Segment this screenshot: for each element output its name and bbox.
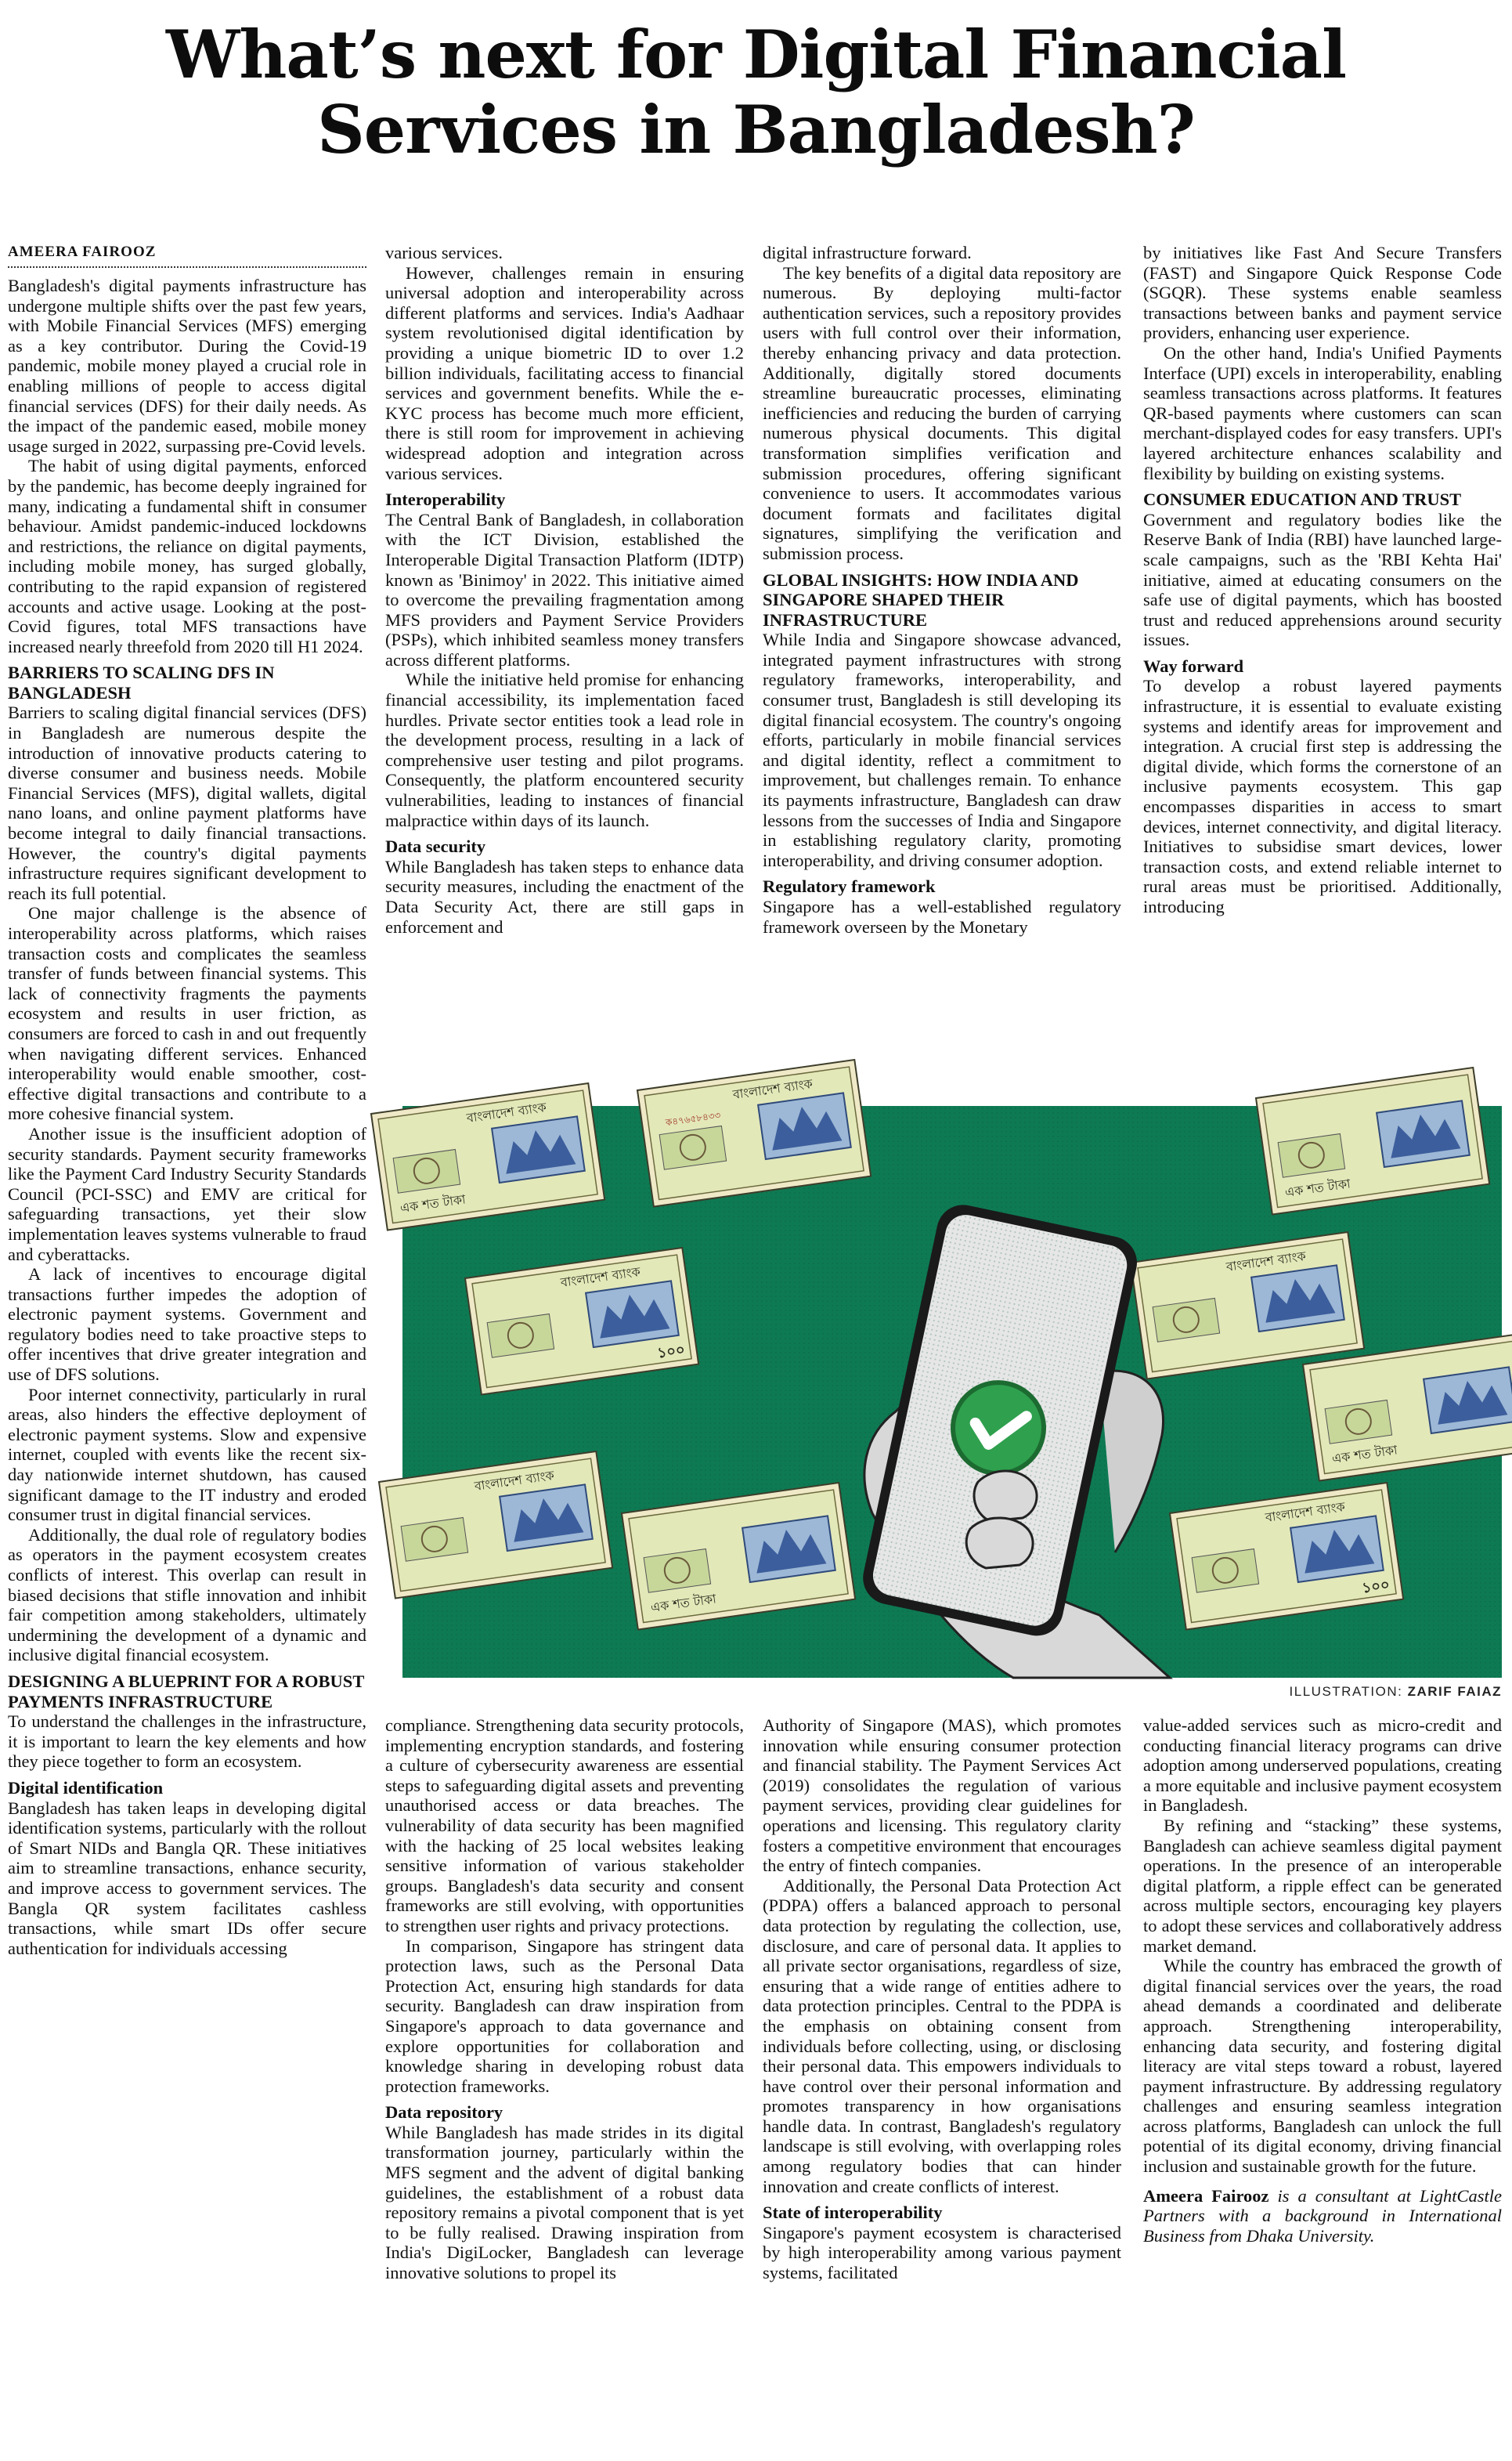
paragraph: A lack of incentives to encourage digital transactions further impedes the adoption of electronic payment systems. Government and regulatory bodies need to take proactive steps to offer incentives that drive greater integration and use of DFS solutions. [8, 1264, 366, 1385]
section-heading: Data repository [385, 2102, 503, 2123]
paragraph: digital infrastructure forward. [763, 243, 972, 262]
column-3-top [763, 243, 1121, 1098]
column-2-top [385, 243, 744, 1098]
paragraph: While the country has embraced the growth of digital financial services over the years, the road ahead demands a coordinated and deliberate approach. Strengthening interoperability, enhancing data security, and fostering digital literacy are vital steps toward a robust, layered payment infrastructure. By addressing regulatory challenges and ensuring seamless integration across platforms, Bangladesh can unlock the full potential of its digital economy, driving financial inclusion and sustainable growth for the future. [1143, 1956, 1502, 2177]
paragraph: The Central Bank of Bangladesh, in collaboration with the ICT Division, established the Interoperable Digital Transaction Platform (IDTP) known as 'Binimoy' in 2022. This initiative aimed to overcome the prevailing fragmentation among MFS providers and Payment Service Providers (PSPs), which inhibited seamless money transfers across different platforms. [385, 509, 744, 670]
paragraph: While the initiative held promise for enhancing financial accessibility, its implementation faced hurdles. Private sector entities took a lead role in the development process, resulting in a lack of comprehensive user testing and pilot programs. Consequently, the platform encountered security vulnerabilities, leading to instances of financial malpractice within days of its launch. [385, 670, 744, 830]
banknote-bank-name: বাংলাদেশ ব্যাংক [473, 1467, 555, 1494]
column-2-bottom [385, 1715, 744, 2453]
banknote-serial: ক৪৭৬৫৮৪৩৩ [665, 1109, 722, 1129]
paragraph: compliance. Strengthening data security protocols, implementing encryption standards, and fostering a culture of cybersecurity awareness are essential steps to safeguarding digital assets and preventing unauthorised access or data breaches. The vulnerability of data security has been magnified with the hacking of 25 local websites leaking sensitive information of various stakeholder groups. Bangladesh's data security and consent frameworks are still evolving, with opportunities to strengthen user rights and privacy protections. [385, 1715, 744, 1935]
paragraph: While Bangladesh has made strides in its digital transformation journey, particularly within the MFS segment and the advent of digital banking guidelines, the establishment of a robust data repository remains a pivotal component that is yet to be fully realised. Drawing inspiration from India's DigiLocker, Bangladesh can leverage innovative solutions to propel its [385, 2122, 744, 2283]
paragraph: Poor internet connectivity, particularly in rural areas, also hinders the effective deployment of electronic payment systems. Slow and expensive internet, coupled with events like the recent six-day nationwide internet shutdown, has caused significant damage to the IT industry and eroded consumer trust in digital financial services. [8, 1384, 366, 1525]
section-heading: State of interoperability [763, 2203, 943, 2223]
banknote-denomination: ১০০ [656, 1341, 686, 1362]
section-heading: Digital identification [8, 1777, 164, 1798]
paragraph: by initiatives like Fast And Secure Transfers (FAST) and Singapore Quick Response Code (SGQR). These systems enable seamless transactions between banks and payment service providers, enhancing user experience. [1143, 243, 1502, 343]
illustration-credit [1175, 1684, 1502, 1700]
paragraph: However, challenges remain in ensuring universal adoption and interoperability across different platforms and services. India's Aadhaar system revolutionised digital identification by providing a unique biometric ID to over 1.2 billion individuals, facilitating access to financial services and government benefits. While the e-KYC process has become much more efficient, there is still room for improvement in achieving widespread adoption and integration across various services. [385, 262, 744, 483]
paragraph: Another issue is the insufficient adoption of security standards. Payment security frameworks like the Payment Card Industry Security Standards Council (PCI-SSC) and EMV are critical for safeguarding transactions, yet their slow implementation leaves systems vulnerable to fraud and cyberattacks. [8, 1123, 366, 1264]
section-heading: Way forward [1143, 656, 1244, 676]
paragraph: To understand the challenges in the infrastructure, it is important to learn the key elements and how they piece together to form an ecosystem. [8, 1711, 366, 1772]
banknote-bank-name: বাংলাদেশ ব্যাংক [559, 1263, 641, 1290]
banknote-phone-illustration [399, 1075, 1502, 1678]
paragraph: value-added services such as micro-credit and conducting financial literacy programs can drive adoption among underserved populations, creating a more equitable and inclusive payment ecosystem in Bangladesh. [1143, 1715, 1502, 1816]
section-heading: DESIGNING A BLUEPRINT FOR A ROBUST PAYMENTS INFRASTRUCTURE [8, 1671, 364, 1711]
author-bio-text: is a consultant at LightCastle Partners with a background in International Business from Dhaka University. [1143, 2185, 1502, 2246]
paragraph: The key benefits of a digital data repository are numerous. By deploying multi-factor authentication services, such a repository provides users with full control over their information, thereby enhancing privacy and data protection. Additionally, digitally stored documents streamline bureaucratic processes, eliminating inefficiencies and reducing the burden of carrying numerous physical documents. This digital transformation simplifies verification and submission procedures, offering significant convenience to users. It accommodates various document formats and facilitates digital signatures, simplifying the verification and submission process. [763, 262, 1121, 563]
column-3-bottom [763, 1715, 1121, 2453]
banknote-bank-name: বাংলাদেশ ব্যাংক [1264, 1498, 1346, 1525]
banknote-amount: এক শত টাকা [399, 1191, 467, 1216]
paragraph: One major challenge is the absence of interoperability across platforms, which raises transaction costs and complicates the seamless transfer of funds between financial systems. This lack of connectivity fragments the payments ecosystem and results in user friction, as consumers are forced to cash in and out frequently when navigating different services. Enhanced interoperability would enable smoother, cost-effective digital transactions and contribute to a more cohesive financial system. [8, 903, 366, 1124]
banknote-bank-name: বাংলাদেশ ব্যাংক [1225, 1248, 1307, 1274]
column-1 [8, 243, 366, 2453]
banknote-bank-name: বাংলাদেশ ব্যাংক [465, 1099, 547, 1126]
section-heading: BARRIERS TO SCALING DFS IN BANGLADESH [8, 663, 275, 703]
credit-name: ZARIF FAIAZ [1407, 1684, 1502, 1699]
section-heading: CONSUMER EDUCATION AND TRUST [1143, 490, 1462, 510]
paragraph: To develop a robust layered payments infrastructure, it is essential to evaluate existing systems and identify areas for improvement and integration. A crucial first step is addressing the digital divide, which forms the cornerstone of an inclusive payments ecosystem. This gap encompasses disparities in access to smart devices, internet connectivity, and digital literacy. Initiatives to subsidise smart devices, lower transaction costs, and extend reliable internet to rural areas must be prioritised. Additionally, introducing [1143, 676, 1502, 916]
section-heading: Data security [385, 837, 486, 857]
column-4-top [1143, 243, 1502, 1098]
paragraph: Authority of Singapore (MAS), which promotes innovation while ensuring consumer protection and financial stability. The Payment Services Act (2019) consolidates the regulation of various payment services, providing clear guidelines for operations and licensing. This regulatory clarity fosters a competitive environment that encourages the entry of fintech companies. [763, 1715, 1121, 1876]
paragraph: Government and regulatory bodies like the Reserve Bank of India (RBI) have launched large-scale campaigns, such as the 'RBI Kehta Hai' initiative, aimed at educating consumers on the safe use of digital payments, which has boosted trust and reduced apprehensions around security issues. [1143, 509, 1502, 650]
paragraph: Additionally, the dual role of regulatory bodies as operators in the payment ecosystem creates conflicts of interest. This overlap can result in biased decisions that stifle innovation and inhibit fair competition among stakeholders, ultimately undermining the development of a dynamic and inclusive digital financial ecosystem. [8, 1524, 366, 1665]
column-4-bottom [1143, 1715, 1502, 2453]
paragraph: Additionally, the Personal Data Protection Act (PDPA) offers a balanced approach to personal data protection by regulating the collection, use, disclosure, and care of personal data. It applies to all private sector organisations, regardless of size, ensuring that a wide range of entities adhere to data protection principles. Central to the PDPA is the emphasis on obtaining consent from individuals before collecting, using, or disclosing their personal data. This empowers individuals to have control over their personal information and promotes transparency in how organisations handle data. In contrast, Bangladesh's regulatory landscape is still evolving, with overlapping roles among regulatory bodies that can hinder innovation and create conflicts of interest. [763, 1875, 1121, 2196]
paragraph: Bangladesh has taken leaps in developing digital identification systems, particularly with the rollout of Smart NIDs and Bangla QR. These initiatives aim to streamline transactions, enhance security, and improve access to government services. The Bangla QR system facilitates cashless transactions, while smart IDs offer secure authentication for individuals accessing [8, 1798, 366, 1958]
paragraph: On the other hand, India's Unified Payments Interface (UPI) excels in interoperability, enabling seamless transactions across platforms. It features QR-based payments where customers can scan merchant-displayed codes for easy transfers. UPI's layered architecture enhances scalability and flexibility by building on existing systems. [1143, 342, 1502, 483]
section-heading: Interoperability [385, 490, 506, 510]
banknote-amount: এক শত টাকা [649, 1591, 717, 1615]
banknote-denomination: ১০০ [1361, 1576, 1391, 1597]
illustration [399, 1075, 1502, 1678]
paragraph: Singapore's payment ecosystem is characterised by high interoperability among various payment systems, facilitated [763, 2222, 1121, 2283]
author-bio-name: Ameera Fairooz [1143, 2185, 1269, 2206]
paragraph: The habit of using digital payments, enforced by the pandemic, has become deeply ingrained for many, indicating a fundamental shift in consumer behaviour. Amidst pandemic-induced lockdowns and restrictions, the reliance on digital payments, including mobile money, has surged globally, contributing to the rapid expansion of registered accounts and active usage. Looking at the post-Covid figures, total MFS transactions have increased nearly threefold from 2020 till H1 2024. [8, 456, 366, 656]
paragraph: By refining and “stacking” these systems, Bangladesh can achieve seamless digital payment operations. In the presence of an interoperable digital platform, a ripple effect can be generated across multiple sectors, encouraging key players to adopt these services and collaboratively address market demand. [1143, 1815, 1502, 1956]
banknote-bank-name: বাংলাদেশ ব্যাংক [731, 1075, 814, 1102]
paragraph: In comparison, Singapore has stringent data protection laws, such as the Personal Data Protection Act, ensuring high standards for data security. Bangladesh can draw inspiration from Singapore's approach to data governance and explore opportunities for collaboration and knowledge sharing in developing robust data protection frameworks. [385, 1935, 744, 2096]
byline: AMEERA FAIROOZ [8, 243, 366, 268]
paragraph: Barriers to scaling digital financial services (DFS) in Bangladesh are numerous despite the introduction of innovative products catering to diverse consumer and business needs. Mobile Financial Services (MFS), digital wallets, digital nano loans, and online payment platforms have become integral to daily financial transactions. However, the country's digital payments infrastructure requires significant development to reach its full potential. [8, 703, 366, 903]
credit-label: ILLUSTRATION: [1289, 1684, 1403, 1699]
banknote-amount: এক শত টাকা [1330, 1442, 1398, 1466]
paragraph: While Bangladesh has taken steps to enhance data security measures, including the enactment of the Data Security Act, there are still gaps in enforcement and [385, 856, 744, 937]
paragraph: While India and Singapore showcase advanced, integrated payment infrastructures with strong regulatory frameworks, interoperability, and consumer trust, Bangladesh is still developing its digital financial ecosystem. The country's ongoing efforts, particularly in mobile financial services and digital identity, reflect a commitment to improvement, but challenges remain. To enhance its payments infrastructure, Bangladesh can draw lessons from the successes of India and Singapore in establishing regulatory clarity, promoting interoperability, and driving consumer adoption. [763, 630, 1121, 870]
section-heading: Regulatory framework [763, 876, 936, 897]
paragraph: Bangladesh's digital payments infrastructure has undergone multiple shifts over the past few years, with Mobile Financial Services (MFS) emerging as a key contributor. During the Covid-19 pandemic, mobile money played a crucial role in enabling millions of people to access digital financial services (DFS) for their daily needs. As the impact of the pandemic eased, mobile money usage surged in 2022, surpassing pre-Covid levels. [8, 276, 366, 456]
author-bio [1143, 2186, 1502, 2246]
headline: What’s next for Digital Financial Services in Bangladesh? [165, 16, 1346, 168]
paragraph: various services. [385, 243, 503, 262]
section-heading: GLOBAL INSIGHTS: HOW INDIA AND SINGAPORE SHAPED THEIR INFRASTRUCTURE [763, 569, 1079, 630]
banknote-amount: এক শত টাকা [1283, 1176, 1351, 1200]
paragraph: Singapore has a well-established regulatory framework overseen by the Monetary [763, 897, 1121, 937]
